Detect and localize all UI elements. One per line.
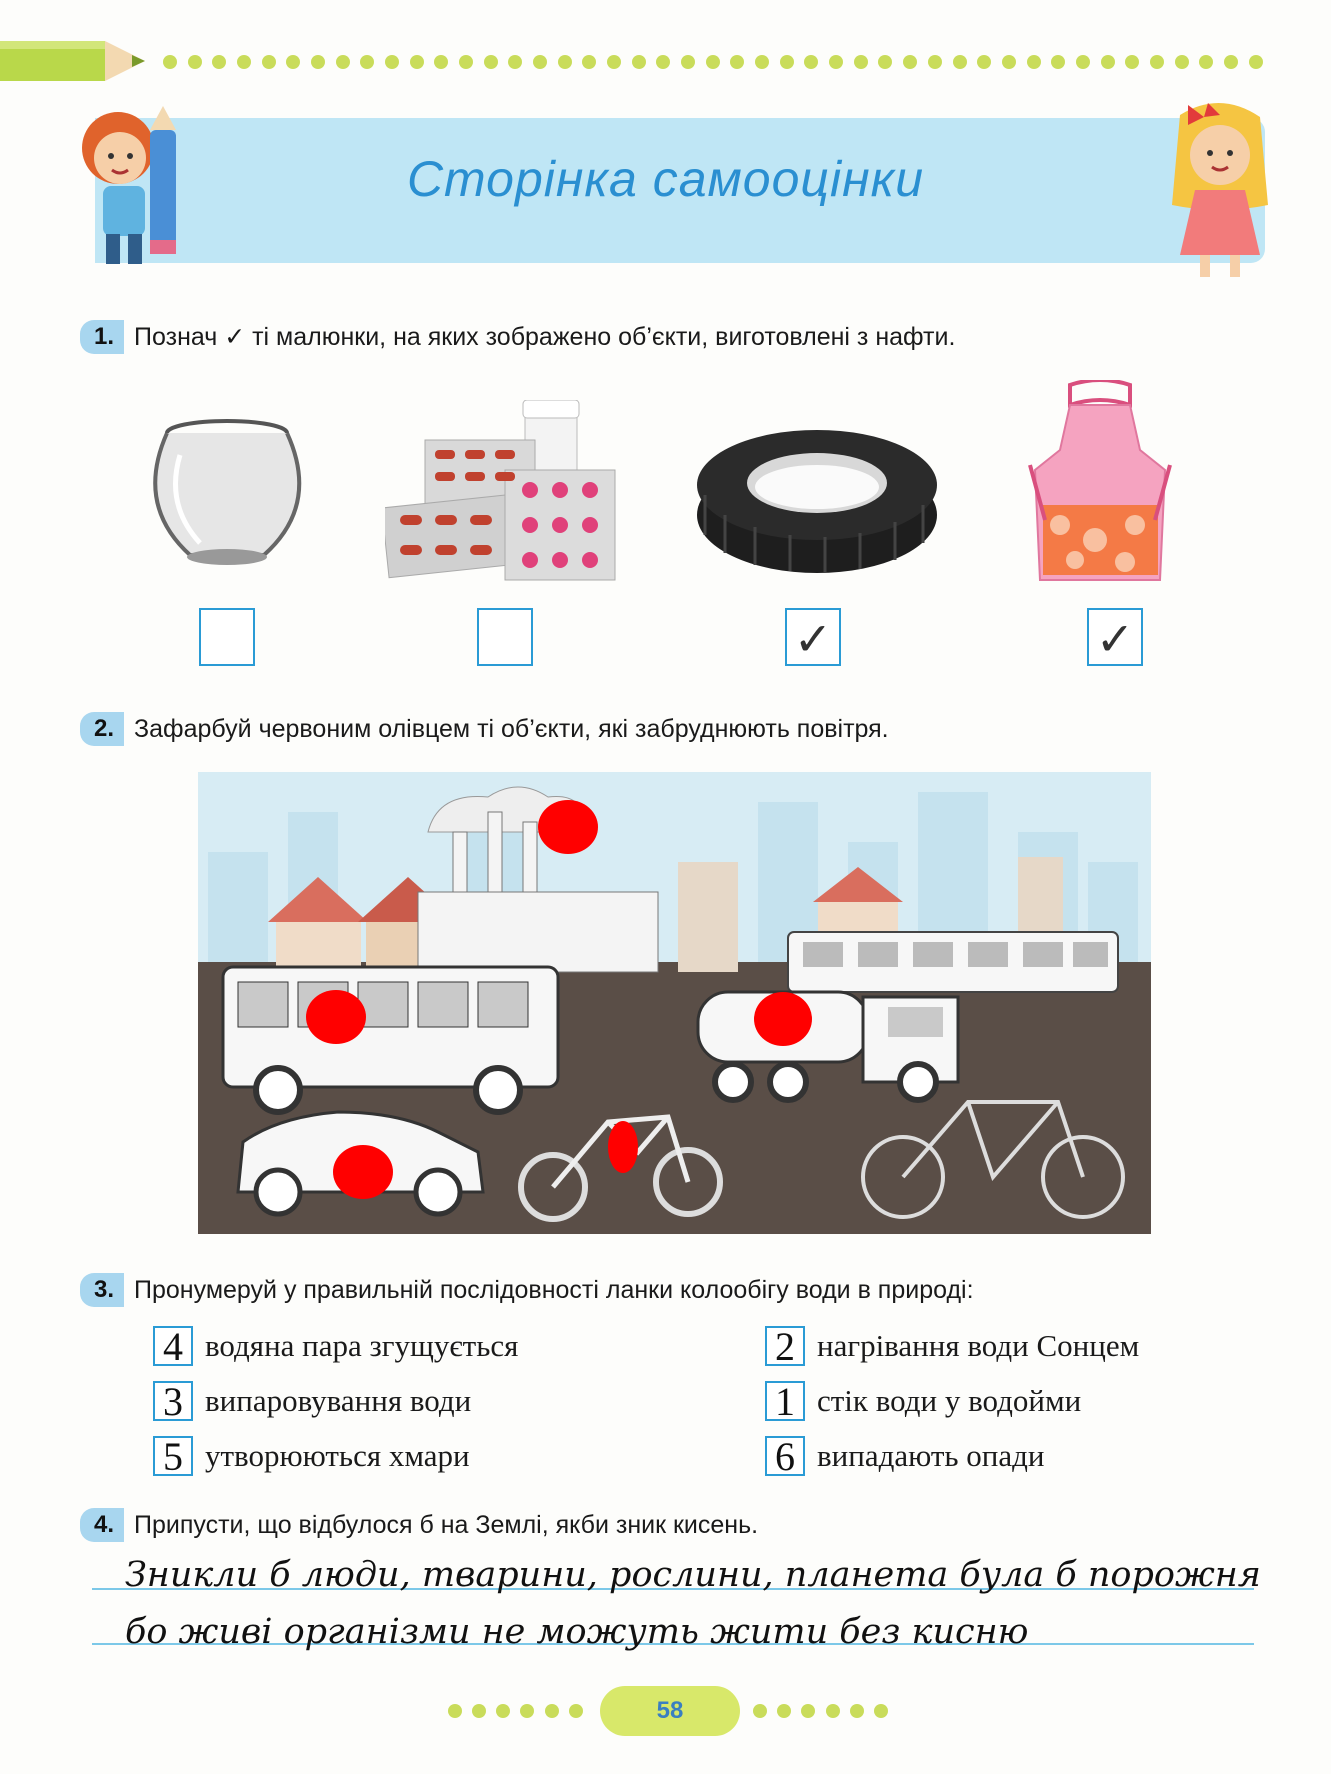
- girl-icon: [1160, 95, 1280, 280]
- checkbox-tire[interactable]: ✓: [785, 608, 841, 666]
- water-cycle-step: стік води у водойми: [817, 1383, 1082, 1418]
- water-cycle-number-box[interactable]: 2: [765, 1326, 805, 1366]
- task-1-heading: [80, 320, 955, 354]
- water-cycle-step: водяна пара згущується: [205, 1328, 519, 1363]
- red-mark-factory: [538, 800, 598, 854]
- tire-icon: [695, 425, 940, 575]
- task-2-number: 2.: [80, 712, 124, 746]
- water-cycle-item: [765, 1434, 1045, 1479]
- task-1-text: Познач ✓ ті малюнки, на яких зображено об’єкти, виготовлені з нафти.: [134, 323, 956, 351]
- water-cycle-number-box[interactable]: 5: [153, 1436, 193, 1476]
- checkbox-apron[interactable]: ✓: [1087, 608, 1143, 666]
- pills-icon: [385, 400, 625, 590]
- red-mark-motorcycle: [608, 1121, 638, 1173]
- water-cycle-number-box[interactable]: 1: [765, 1381, 805, 1421]
- task-2-heading: [80, 712, 889, 746]
- water-cycle-item: [153, 1324, 519, 1369]
- water-cycle-step: випаровування води: [205, 1383, 472, 1418]
- top-dots-divider: [163, 55, 1263, 69]
- handwritten-answer-line-1[interactable]: Зникли б люди, тварини, рослини, планета була б порожня: [125, 1555, 1261, 1595]
- task-4-heading: [80, 1508, 758, 1542]
- red-mark-truck: [754, 992, 812, 1046]
- water-cycle-number-box[interactable]: 3: [153, 1381, 193, 1421]
- glass-bowl-icon: [140, 415, 315, 575]
- task-4-number: 4.: [80, 1508, 124, 1542]
- water-cycle-item: [765, 1324, 1140, 1369]
- page-title: Сторінка самооцінки: [406, 151, 925, 207]
- water-cycle-step: утворюються хмари: [205, 1438, 470, 1473]
- red-mark-bus: [306, 990, 366, 1044]
- city-transport-scene: [198, 772, 1151, 1234]
- page-number: 58: [600, 1686, 740, 1736]
- task-2-text: Зафарбуй червоним олівцем ті об’єкти, які забруднюють повітря.: [134, 714, 889, 743]
- red-mark-car: [333, 1145, 393, 1199]
- task-3-heading: [80, 1273, 974, 1307]
- task-3-text: Пронумеруй у правильній послідовності ланки колообігу води в природі:: [134, 1275, 974, 1304]
- water-cycle-item: [153, 1379, 472, 1424]
- water-cycle-item: [765, 1379, 1082, 1424]
- water-cycle-item: [153, 1434, 470, 1479]
- checkbox-glass-bowl[interactable]: [199, 608, 255, 666]
- water-cycle-number-box[interactable]: 4: [153, 1326, 193, 1366]
- apron-icon: [1025, 380, 1175, 590]
- pencil-icon: [0, 35, 150, 87]
- water-cycle-number-box[interactable]: 6: [765, 1436, 805, 1476]
- water-cycle-step: нагрівання води Сонцем: [817, 1328, 1140, 1363]
- boy-with-pencil-icon: [58, 100, 208, 270]
- task-3-number: 3.: [80, 1273, 124, 1307]
- handwritten-answer-line-2[interactable]: бо живі організми не можуть жити без кисню: [125, 1612, 1029, 1652]
- task-1-number: 1.: [80, 320, 124, 354]
- tram: [788, 932, 1118, 992]
- water-cycle-step: випадають опади: [817, 1438, 1045, 1473]
- task-4-text: Припусти, що відбулося б на Землі, якби зник кисень.: [134, 1510, 759, 1539]
- checkbox-pills[interactable]: [477, 608, 533, 666]
